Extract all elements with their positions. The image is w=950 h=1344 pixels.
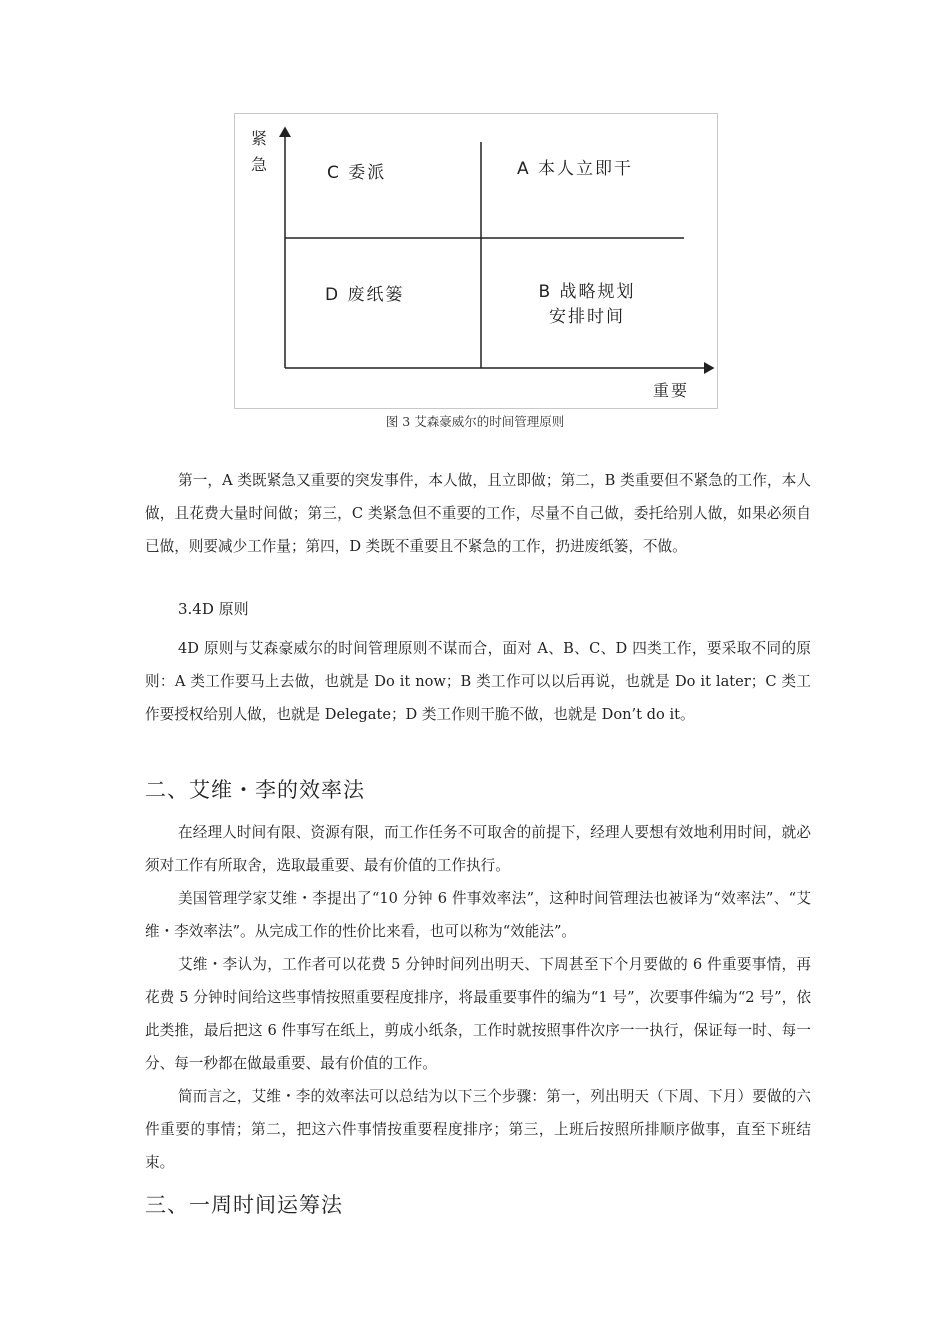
figure-caption: 图 3 艾森豪威尔的时间管理原则: [385, 414, 565, 429]
paragraph-ivy-steps-detail: 艾维・李认为，工作者可以花费 5 分钟时间列出明天、下周甚至下个月要做的 6 件重要事情，再花费 5 分钟时间给这些事情按照重要程度排序，将最重要事件的编为“1 号”，次要事件编为“2 号”，依此类推，最后把这 6 件事写在纸上，剪成小纸条，工作时就按照事件次序一一执行，保证每一时、每一分、每一秒都在做最重要、最有价值的工作。: [145, 956, 811, 1072]
matrix-axes: [235, 114, 717, 408]
quadrant-d-label: D 废纸篓: [325, 285, 405, 305]
section-heading-ivy-lee: 二、艾维・李的效率法: [145, 778, 365, 802]
section-heading-week-planning: 三、一周时间运筹法: [145, 1193, 343, 1217]
y-axis-label-char: 紧: [251, 129, 270, 148]
paragraph-ivy-method: 美国管理学家艾维・李提出了“10 分钟 6 件事效率法”，这种时间管理法也被译为“效率法”、“艾维・李效率法”。从完成工作的性价比来看，也可以称为“效能法”。: [145, 890, 811, 940]
eisenhower-matrix-figure: [234, 113, 718, 409]
paragraph-quadrant-explanation: 第一，A 类既紧急又重要的突发事件，本人做，且立即做；第二，B 类重要但不紧急的工作，本人做，且花费大量时间做；第三，C 类紧急但不重要的工作，尽量不自己做，委托给别人做，如果必须自已做，则要减少工作量；第四，D 类既不重要且不紧急的工作，扔进废纸篓，不做。: [145, 472, 811, 555]
quadrant-b-line: 安排时间: [549, 307, 625, 327]
subheading-4d: 3.4D 原则: [178, 600, 249, 618]
quadrant-b-label: [531, 280, 643, 330]
y-axis-label-char: 急: [251, 155, 270, 174]
paragraph-ivy-intro: 在经理人时间有限、资源有限，而工作任务不可取舍的前提下，经理人要想有效地利用时间，就必须对工作有所取舍，选取最重要、最有价值的工作执行。: [145, 824, 811, 874]
paragraph-ivy-summary: 简而言之，艾维・李的效率法可以总结为以下三个步骤：第一，列出明天（下周、下月）要做的六件重要的事情；第二，把这六件事情按重要程度排序；第三，上班后按照所排顺序做事，直至下班结束。: [145, 1088, 811, 1171]
paragraph-4d-principle: 4D 原则与艾森豪威尔的时间管理原则不谋而合，面对 A、B、C、D 四类工作，要采取不同的原则：A 类工作要马上去做，也就是 Do it now；B 类工作可以以后再说，也就是 Do it later；C 类工作要授权给别人做，也就是 Delegate；D 类工作则干脆不做，也就是 Don’t do it。: [145, 640, 811, 723]
quadrant-b-line: B 战略规划: [538, 282, 636, 302]
quadrant-a-label: A 本人立即干: [517, 159, 634, 179]
x-axis-label: 重要: [653, 381, 690, 400]
y-axis-label: [251, 126, 269, 178]
quadrant-c-label: C 委派: [327, 163, 387, 183]
